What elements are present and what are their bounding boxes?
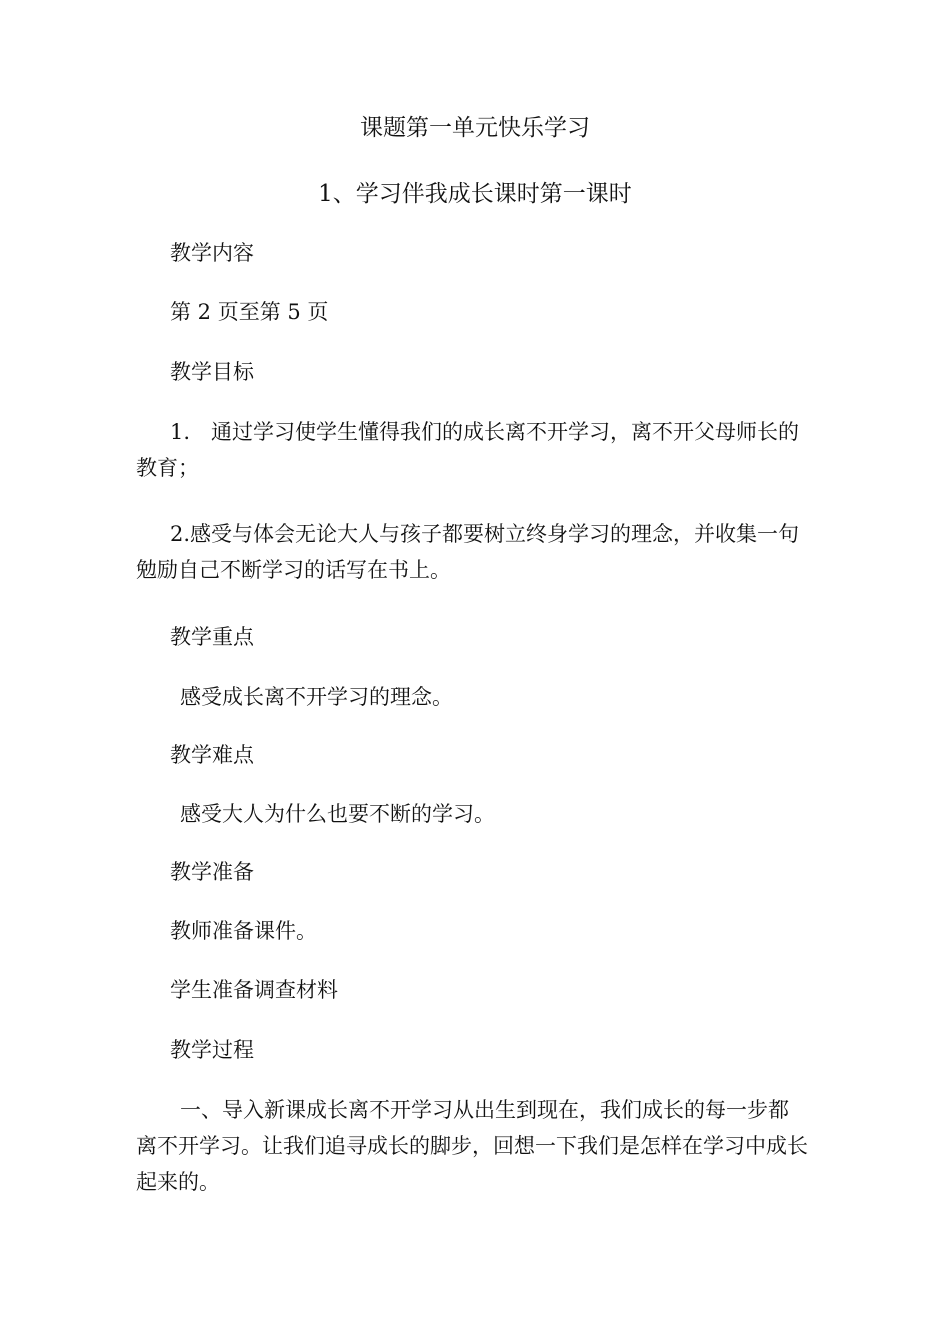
goal-item-1: 1. 通过学习使学生懂得我们的成长离不开学习，离不开父母师长的教育；: [136, 420, 800, 480]
goal-item-2: 2.感受与体会无论大人与孩子都要树立终身学习的理念，并收集一句勉励自己不断学习的话写在书上。: [136, 522, 800, 582]
difficulty-text: 感受大人为什么也要不断的学习。: [180, 802, 495, 826]
content-text: 第 2 页至第 5 页: [170, 300, 329, 324]
process-step-1: 一、导入新课成长离不开学习从出生到现在，我们成长的每一步都离不开学习。让我们追寻成长的脚步，回想一下我们是怎样在学习中成长起来的。: [136, 1098, 808, 1194]
content-heading: 教学内容: [170, 241, 254, 265]
preparation-heading: 教学准备: [170, 860, 254, 884]
teacher-preparation: 教师准备课件。: [170, 919, 317, 943]
document-title: 课题第一单元快乐学习: [360, 115, 590, 141]
key-points-heading: 教学重点: [170, 625, 254, 649]
student-preparation: 学生准备调查材料: [170, 978, 338, 1002]
lesson-subtitle: 1、学习伴我成长课时第一课时: [318, 181, 632, 207]
process-heading: 教学过程: [170, 1038, 254, 1062]
goals-heading: 教学目标: [170, 360, 254, 384]
difficulty-heading: 教学难点: [170, 743, 254, 767]
key-points-text: 感受成长离不开学习的理念。: [180, 685, 453, 709]
